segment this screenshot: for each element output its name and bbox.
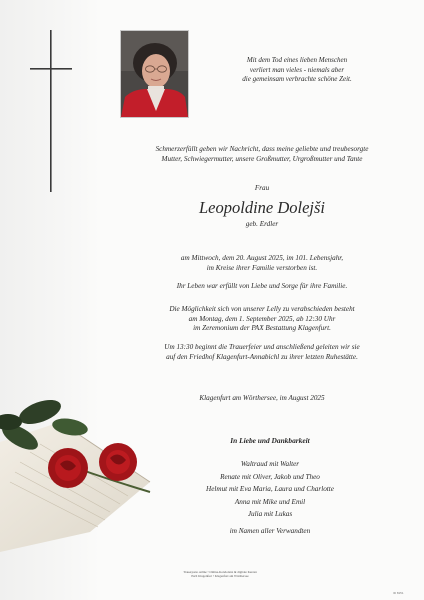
quote-line: Mit dem Tod eines lieben Menschen — [246, 56, 348, 64]
death-line: am Mittwoch, dem 20. August 2025, im 101. Lebensjahr, — [180, 254, 344, 262]
family-member: Julia mit Lukas — [247, 510, 293, 518]
farewell-line: im Zeremonium der PAX Bestattung Klagenfurt. — [193, 324, 331, 333]
others-line: im Namen aller Verwandten — [229, 527, 311, 535]
life-sentence: Ihr Leben war erfüllt von Liebe und Sorge für ihre Familie. — [176, 282, 348, 290]
intro-line: Mutter, Schwiegermutter, unsere Großmutter, Urgroßmutter und Tante — [161, 154, 363, 163]
title-prefix: Frau — [254, 184, 270, 192]
book-roses-image — [0, 382, 170, 562]
signoff: In Liebe und Dankbarkeit — [230, 436, 310, 445]
burial-line: Um 13:30 beginnt die Trauerfeier und anschließend geleiten wir sie — [164, 343, 360, 351]
footer-line: PAX Klagenfurt • Klagenfurt am Wörthersee — [191, 574, 249, 579]
family-member: Renate mit Oliver, Jakob und Theo — [220, 472, 320, 481]
farewell-paragraph — [100, 305, 424, 334]
quote-line: verliert man vieles - niemals aber — [249, 65, 345, 74]
family-member: Helmut mit Eva Maria, Laura und Charlotte — [206, 485, 334, 493]
family-list — [190, 458, 350, 521]
death-line: im Kreise ihrer Familie verstorben ist. — [206, 263, 318, 272]
family-member: Anna mit Mike und Emil — [234, 497, 306, 506]
farewell-line: Die Möglichkeit sich von unserer Lelly zu verabschieden besteht — [169, 305, 355, 313]
intro-line: Schmerzerfüllt geben wir Nachricht, dass meine geliebte und treubesorgte — [155, 145, 369, 153]
burial-paragraph — [100, 343, 424, 362]
portrait-photo — [120, 30, 189, 118]
birth-name: geb. Erdler — [245, 220, 279, 228]
deceased-name: Leopoldine Dolejši — [198, 198, 326, 217]
death-notice — [100, 254, 424, 273]
farewell-line: am Montag, dem 1. September 2025, ab 12:30 Uhr — [188, 314, 336, 323]
family-member: Waltraud mit Walter — [240, 460, 300, 468]
intro-paragraph — [100, 145, 424, 164]
quote-line: die gemeinsam verbrachte schöne Zeit. — [242, 75, 352, 84]
place-date: Klagenfurt am Wörthersee, im August 2025 — [199, 394, 325, 402]
footer-info — [120, 570, 320, 579]
cross-icon — [28, 30, 74, 192]
quote — [222, 56, 372, 85]
document-id: ID 8151 — [393, 591, 404, 595]
footer-line: Trauerparte online • Online-Kondolenz & digitale Kerzen — [183, 570, 257, 574]
burial-line: auf den Friedhof Klagenfurt-Annabichl zu ihrer letzten Ruhestätte. — [166, 352, 358, 361]
